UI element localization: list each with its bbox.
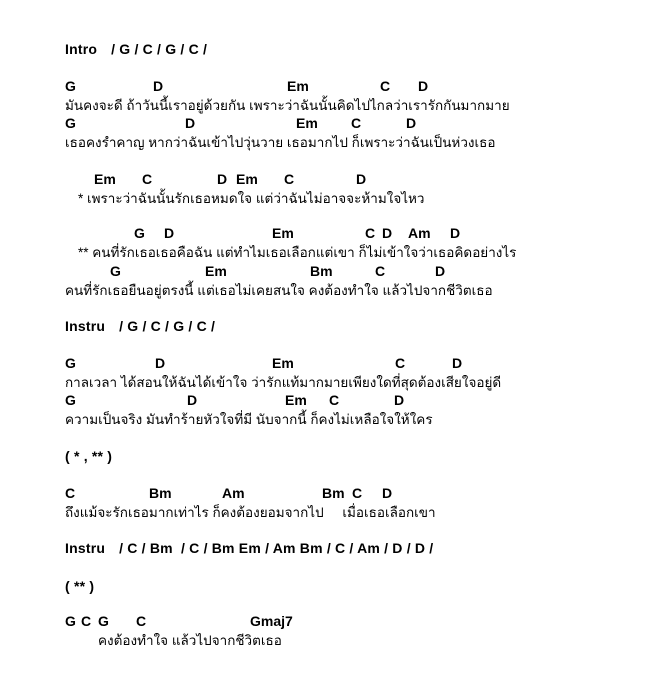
chord-label: G <box>65 115 76 131</box>
chord-lyric-line <box>65 485 666 522</box>
chord-label: D <box>394 392 405 408</box>
chord-label: Bm <box>149 485 172 501</box>
chord-label: D <box>382 225 393 241</box>
chord-label: D <box>435 263 446 279</box>
chord-label: D <box>153 78 164 94</box>
chord-label: C <box>81 613 92 629</box>
chord-label: C <box>351 115 362 131</box>
chord-label: Gmaj7 <box>250 613 293 629</box>
chord-label: C <box>136 613 147 629</box>
chord-label: D <box>406 115 417 131</box>
section-line <box>65 41 666 59</box>
chord-label: Em <box>287 78 309 94</box>
chord-row <box>65 613 666 631</box>
section-label: Instru <box>65 540 106 556</box>
chord-label: C <box>380 78 391 94</box>
chord-lyric-line <box>65 115 666 152</box>
chord-label: C <box>352 485 363 501</box>
section-chord-progression: / G / C / G / C / <box>119 318 216 334</box>
chord-row <box>65 115 666 133</box>
lyric-text: ** คนที่รักเธอเธอคือฉัน แต่ทำไมเธอเลือกแต่เขา ก็ไม่เข้าใจว่าเธอคิดอย่างไร <box>78 245 517 260</box>
lyric-text: กาลเวลา ได้สอนให้ฉันได้เข้าใจ ว่ารักแท้มากมายเพียงใดที่สุดต้องเสียใจอยู่ดี <box>65 375 502 390</box>
repeat-marker <box>65 578 666 596</box>
chord-lyric-line <box>65 78 666 115</box>
chord-label: C <box>142 171 153 187</box>
chord-label: G <box>65 78 76 94</box>
chord-sheet <box>65 0 666 686</box>
chord-label: C <box>365 225 376 241</box>
chord-row <box>65 78 666 96</box>
chord-label: D <box>356 171 367 187</box>
chord-label: Em <box>94 171 116 187</box>
lyric-text: เธอคงรำคาญ หากว่าฉันเข้าไปวุ่นวาย เธอมากไป ก็เพราะว่าฉันเป็นห่วงเธอ <box>65 135 496 150</box>
lyric-text: คงต้องทำใจ แล้วไปจากชีวิตเธอ <box>98 633 282 648</box>
chord-label: Em <box>296 115 318 131</box>
lyric-text: ถึงแม้จะรักเธอมากเท่าไร ก็คงต้องยอมจากไป เมื่อเธอเลือกเขา <box>65 505 436 520</box>
chord-label: G <box>98 613 109 629</box>
section-label: Instru <box>65 318 106 334</box>
chord-row <box>65 355 666 373</box>
chord-label: Bm <box>322 485 345 501</box>
section-line <box>65 540 666 558</box>
chord-label: Em <box>272 225 294 241</box>
section-chord-progression: / G / C / G / C / <box>111 41 208 57</box>
chord-row <box>65 485 666 503</box>
lyric-text: * เพราะว่าฉันนั้นรักเธอหมดใจ แต่ว่าฉันไม่อาจจะห้ามใจไหว <box>78 191 425 206</box>
chord-label: Em <box>205 263 227 279</box>
chord-label: D <box>450 225 461 241</box>
chord-label: G <box>65 355 76 371</box>
chord-label: D <box>185 115 196 131</box>
chord-label: G <box>65 613 76 629</box>
chord-label: Am <box>222 485 245 501</box>
chord-label: D <box>164 225 175 241</box>
chord-label: C <box>284 171 295 187</box>
chord-label: D <box>155 355 166 371</box>
chord-label: D <box>418 78 429 94</box>
chord-label: G <box>65 392 76 408</box>
chord-label: Em <box>285 392 307 408</box>
chord-lyric-line <box>65 355 666 392</box>
chord-label: Am <box>408 225 431 241</box>
repeat-marker-text: ( * , ** ) <box>65 448 113 464</box>
section-chord-progression: / C / Bm / C / Bm Em / Am Bm / C / Am / D / D / <box>119 540 434 556</box>
lyric-text: มันคงจะดี ถ้าวันนี้เราอยู่ด้วยกัน เพราะว่าฉันนั้นคิดไปไกลว่าเรารักกันมากมาย <box>65 98 510 113</box>
section-label: Intro <box>65 41 98 57</box>
section-line <box>65 318 666 336</box>
chord-row <box>65 392 666 410</box>
repeat-marker <box>65 448 666 466</box>
chord-label: D <box>187 392 198 408</box>
chord-row <box>65 171 666 189</box>
chord-row <box>65 263 666 281</box>
chord-label: D <box>217 171 228 187</box>
chord-label: C <box>375 263 386 279</box>
lyric-text: คนที่รักเธอยืนอยู่ตรงนี้ แต่เธอไม่เคยสนใจ คงต้องทำใจ แล้วไปจากชีวิตเธอ <box>65 283 493 298</box>
lyric-text: ความเป็นจริง มันทำร้ายหัวใจที่มี นับจากนี้ ก็คงไม่เหลือใจให้ใคร <box>65 412 433 427</box>
repeat-marker-text: ( ** ) <box>65 578 95 594</box>
chord-label: C <box>395 355 406 371</box>
chord-lyric-line <box>65 613 666 650</box>
chord-label: G <box>110 263 121 279</box>
chord-row <box>65 225 666 243</box>
chord-label: G <box>134 225 145 241</box>
chord-lyric-line <box>65 263 666 300</box>
chord-label: C <box>329 392 340 408</box>
chord-label: Em <box>236 171 258 187</box>
chord-label: D <box>382 485 393 501</box>
chord-label: Em <box>272 355 294 371</box>
chord-lyric-line <box>65 392 666 429</box>
chord-label: D <box>452 355 463 371</box>
chord-label: Bm <box>310 263 333 279</box>
chord-lyric-line <box>65 171 666 208</box>
chord-label: C <box>65 485 76 501</box>
chord-lyric-line <box>65 225 666 262</box>
